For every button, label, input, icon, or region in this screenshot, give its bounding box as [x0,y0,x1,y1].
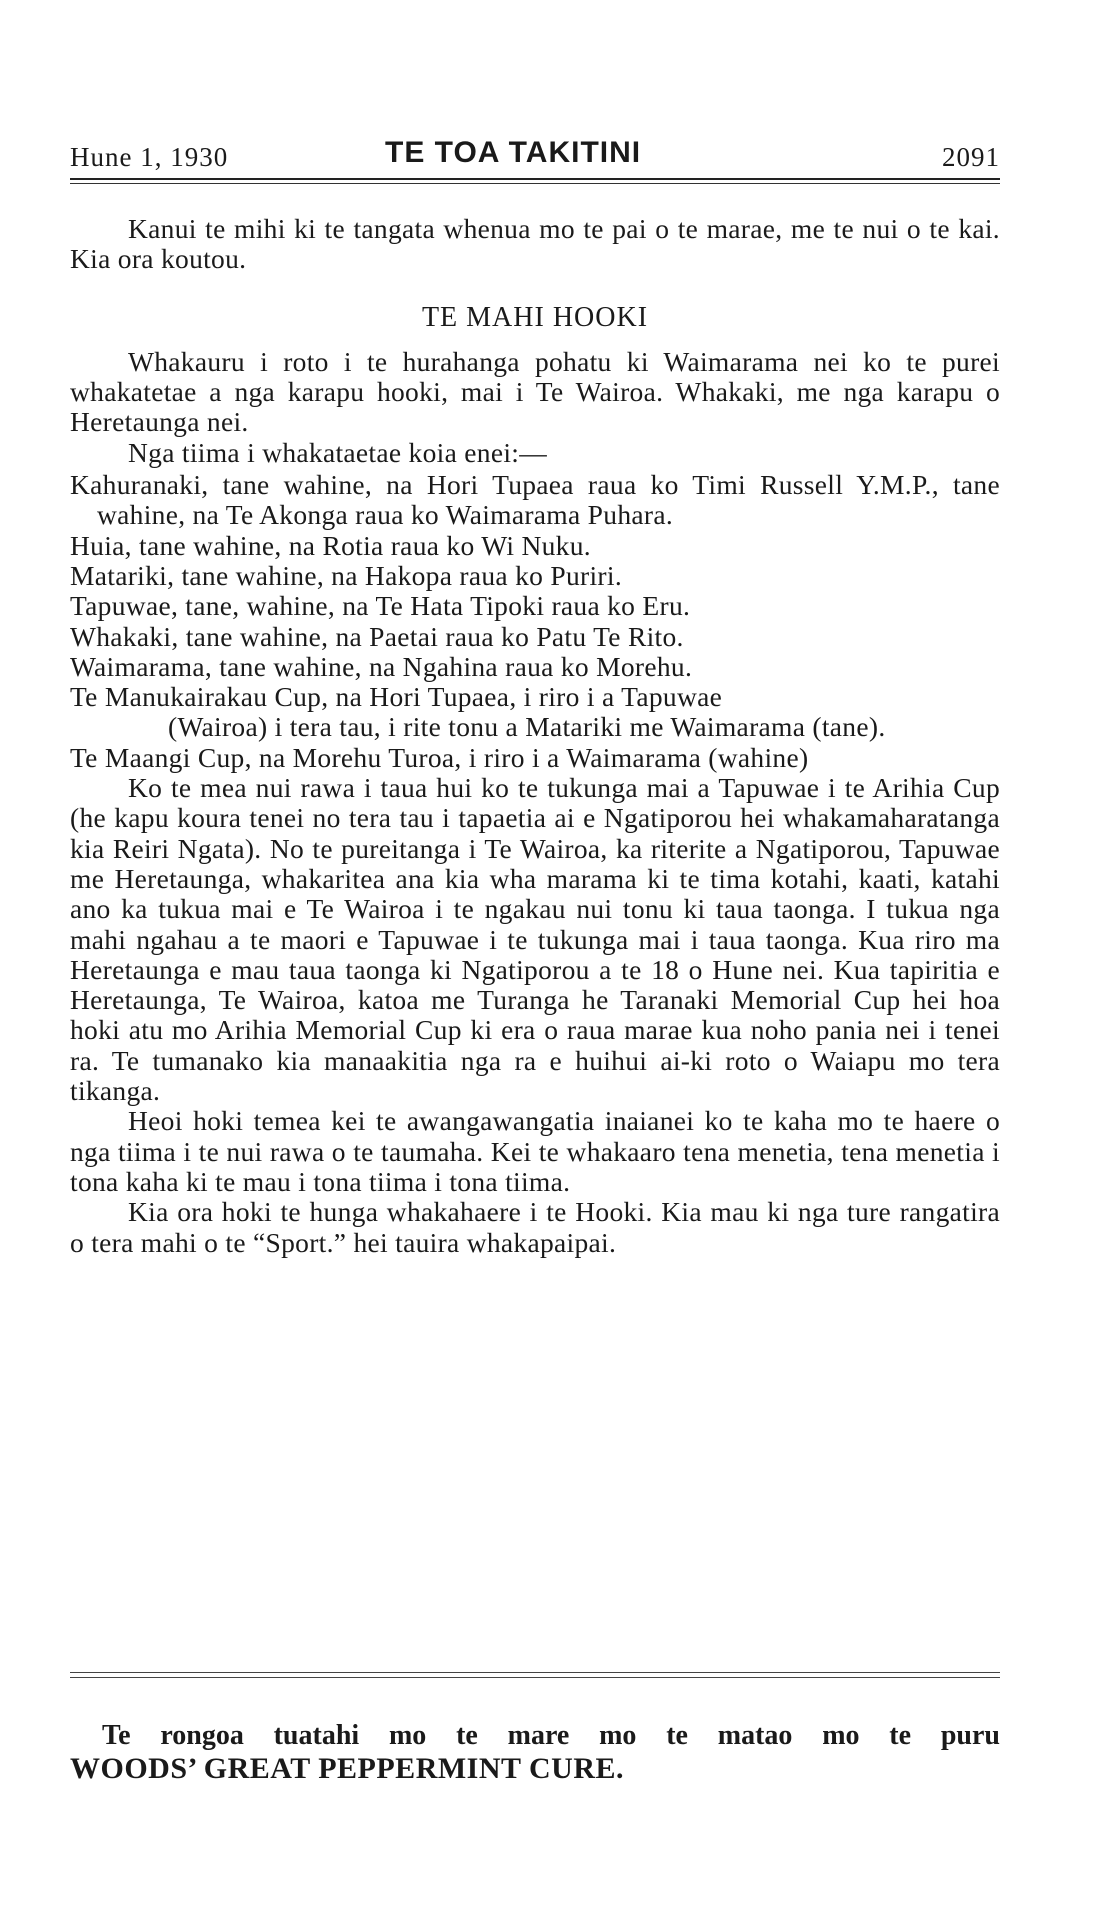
paragraph: Ko te mea nui rawa i taua hui ko te tukunga mai a Tapuwae i te Arihia Cup (he kapu koura tenei no tera tau i tapaetia ai e Ngatiporou hei whakamaharatanga kia Reiri Ngata). No te pureitanga i Te Wairoa, ka riterite a Ngatiporou, Tapuwae me Heretaunga, whakaritea ana kia wha marama ki te tima kotahi, kaati, katahi ano ka tukua mai e Te Wairoa i te ngakau nui tonu ki taua taonga. I tukua nga mahi ngahau a te maori e Tapuwae i te tukunga mai i taua taonga. Kua riro ma Heretaunga e mau taua taonga ki Ngatiporou a te 18 o Hune nei. Kua tapiritia e Heretaunga, Te Wairoa, katoa me Turanga he Taranaki Memorial Cup hei hoa hoki atu mo Arihia Memorial Cup ki era o raua marae kua noho pania nei i tenei ra. Te tumanako kia manaakitia nga ra e huihui ai-ki roto o Waiapu mo tera tikanga. [70,772,1000,1107]
divider-line [70,1677,1000,1678]
page [70,130,1000,1258]
section-heading: TE MAHI HOOKI [421,301,649,333]
team-entry: Kahuranaki, tane wahine, na Hori Tupaea raua ko Timi Russell Y.M.P., tane wahine, na Te Akonga raua ko Waimarama Puhara. [70,469,1000,531]
advert-product-name: WOODS’ GREAT PEPPERMINT CURE. [70,1752,624,1785]
team-entry: Whakaki, tane wahine, na Paetai raua ko Patu Te Rito. [70,620,684,652]
header-rule [70,178,1000,180]
divider-line [70,1672,1000,1673]
publication-title: TE TOA TAKITINI [385,136,642,169]
issue-date: Hune 1, 1930 [70,142,229,172]
team-entry: Tapuwae, tane, wahine, na Te Hata Tipoki raua ko Eru. [70,590,691,622]
intro-paragraph: Kanui te mihi ki te tangata whenua mo te pai o te marae, me te nui o te kai. Kia ora koutou. [70,213,1000,275]
cup-entry: Te Maangi Cup, na Morehu Turoa, i riro i a Waimarama (wahine) [70,741,809,773]
cup-entry: Te Manukairakau Cup, na Hori Tupaea, i riro i a Tapuwae [70,681,723,713]
paragraph: Whakauru i roto i te hurahanga pohatu ki Waimarama nei ko te purei whakatetae a nga karapu hooki, mai i Te Wairoa. Whakaki, me nga karapu o Heretaunga nei. [70,345,1000,438]
paragraph: Kia ora hoki te hunga whakahaere i te Hooki. Kia mau ki nga ture rangatira o tera mahi o te “Sport.” hei tauira whakapaipai. [70,1196,1000,1258]
team-entry: Huia, tane wahine, na Rotia raua ko Wi Nuku. [70,529,591,561]
page-number: 2091 [942,142,1000,172]
team-entry: Matariki, tane wahine, na Hakopa raua ko Puriri. [70,559,622,591]
team-entry: Waimarama, tane wahine, na Ngahina raua ko Morehu. [70,650,693,682]
header-rule-thin [70,183,1000,184]
paragraph: Heoi hoki temea kei te awangawangatia inaianei ko te kaha mo te haere o nga tiima i te nui rawa o te taumaha. Kei te whakaaro tena menetia, tena menetia i tona kaha ki te mau i tona tiima i tona tiima. [70,1105,1000,1197]
paragraph: Nga tiima i whakataetae koia enei:— [128,436,548,468]
cup-entry-continuation: (Wairoa) i tera tau, i rite tonu a Matariki me Waimarama (tane). [168,711,886,743]
section-divider [70,1668,1000,1678]
article-body [70,214,1000,1258]
advertisement [70,1720,1000,1786]
advert-line: Te rongoa tuatahi mo te mare mo te matao mo te puru [102,1720,1000,1751]
running-header [70,130,1000,178]
